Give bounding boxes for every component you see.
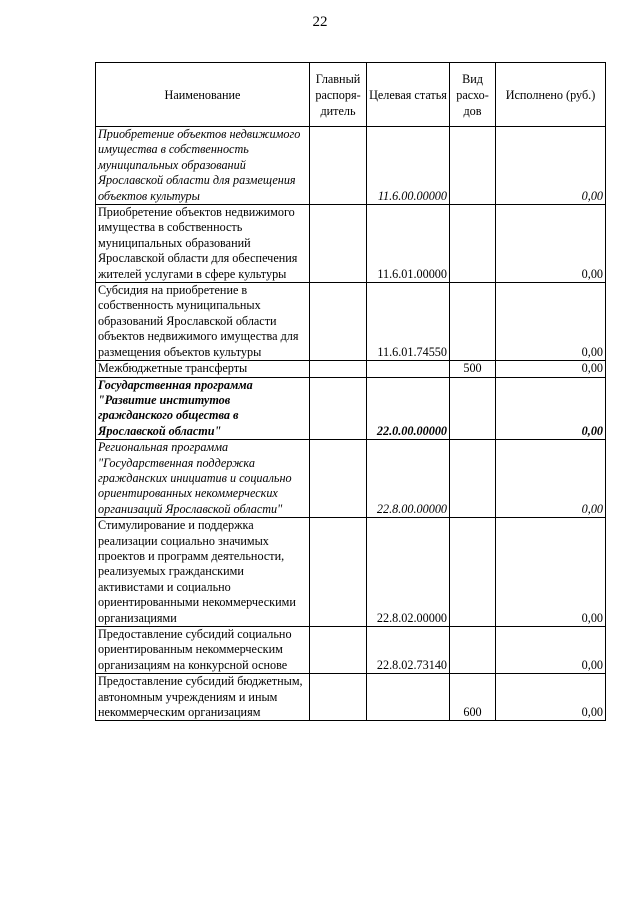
- row-administrator-cell: [310, 205, 367, 283]
- row-name-cell: Межбюджетные трансферты: [96, 361, 310, 377]
- row-executed-cell: 0,00: [496, 518, 606, 627]
- row-expense-type-cell: 500: [450, 361, 496, 377]
- row-executed-cell: 0,00: [496, 127, 606, 205]
- row-administrator-cell: [310, 361, 367, 377]
- row-target-article-cell: 11.6.01.00000: [367, 205, 450, 283]
- row-target-article-cell: 22.8.02.73140: [367, 627, 450, 674]
- row-name-cell: Стимулирование и поддержка реализации социально значимых проектов и программ деятельности, реализуемых гражданскими активистами и социально ориентированными некоммерческими организациями: [96, 518, 310, 627]
- row-executed-cell: 0,00: [496, 674, 606, 721]
- table-row: [96, 127, 606, 205]
- table-row: [96, 674, 606, 721]
- row-administrator-cell: [310, 627, 367, 674]
- table-row: [96, 377, 606, 440]
- table-header-row: [96, 63, 606, 127]
- row-target-article-cell: 22.0.00.00000: [367, 377, 450, 440]
- table-row: [96, 627, 606, 674]
- row-executed-cell: 0,00: [496, 361, 606, 377]
- row-expense-type-cell: [450, 283, 496, 361]
- row-administrator-cell: [310, 440, 367, 518]
- header-expense-type: Вид расхо-дов: [450, 63, 496, 127]
- row-name-cell: Государственная программа "Развитие институтов гражданского общества в Ярославской области": [96, 377, 310, 440]
- row-name-cell: Предоставление субсидий бюджетным, автономным учреждениям и иным некоммерческим организациям: [96, 674, 310, 721]
- row-expense-type-cell: [450, 440, 496, 518]
- row-target-article-cell: 22.8.02.00000: [367, 518, 450, 627]
- row-executed-cell: 0,00: [496, 627, 606, 674]
- header-target-article: Целевая статья: [367, 63, 450, 127]
- table-row: [96, 205, 606, 283]
- row-expense-type-cell: 600: [450, 674, 496, 721]
- table-row: [96, 361, 606, 377]
- row-target-article-cell: [367, 674, 450, 721]
- budget-table: [95, 62, 606, 721]
- row-executed-cell: 0,00: [496, 283, 606, 361]
- table-row: [96, 283, 606, 361]
- row-name-cell: Приобретение объектов недвижимого имущества в собственность муниципальных образований Ярославской области для размещения объектов культуры: [96, 127, 310, 205]
- row-administrator-cell: [310, 377, 367, 440]
- header-name: Наименование: [96, 63, 310, 127]
- table-row: [96, 518, 606, 627]
- page-number: 22: [312, 14, 328, 30]
- row-expense-type-cell: [450, 377, 496, 440]
- row-name-cell: Субсидия на приобретение в собственность муниципальных образований Ярославской области объектов недвижимого имущества для размещения объектов культуры: [96, 283, 310, 361]
- row-name-cell: Приобретение объектов недвижимого имущества в собственность муниципальных образований Ярославской области для обеспечения жителей услугами в сфере культуры: [96, 205, 310, 283]
- row-administrator-cell: [310, 283, 367, 361]
- header-executed: Исполнено (руб.): [496, 63, 606, 127]
- row-expense-type-cell: [450, 627, 496, 674]
- row-name-cell: Региональная программа "Государственная поддержка гражданских инициатив и социально ориентированных некоммерческих организаций Ярославской области": [96, 440, 310, 518]
- row-expense-type-cell: [450, 127, 496, 205]
- row-expense-type-cell: [450, 205, 496, 283]
- row-executed-cell: 0,00: [496, 205, 606, 283]
- row-target-article-cell: 22.8.00.00000: [367, 440, 450, 518]
- row-target-article-cell: 11.6.01.74550: [367, 283, 450, 361]
- row-target-article-cell: [367, 361, 450, 377]
- row-administrator-cell: [310, 674, 367, 721]
- row-expense-type-cell: [450, 518, 496, 627]
- row-administrator-cell: [310, 518, 367, 627]
- row-executed-cell: 0,00: [496, 377, 606, 440]
- row-target-article-cell: 11.6.00.00000: [367, 127, 450, 205]
- table-row: [96, 440, 606, 518]
- row-administrator-cell: [310, 127, 367, 205]
- header-administrator: Главный распоря-дитель: [310, 63, 367, 127]
- row-executed-cell: 0,00: [496, 440, 606, 518]
- row-name-cell: Предоставление субсидий социально ориентированным некоммерческим организациям на конкурсной основе: [96, 627, 310, 674]
